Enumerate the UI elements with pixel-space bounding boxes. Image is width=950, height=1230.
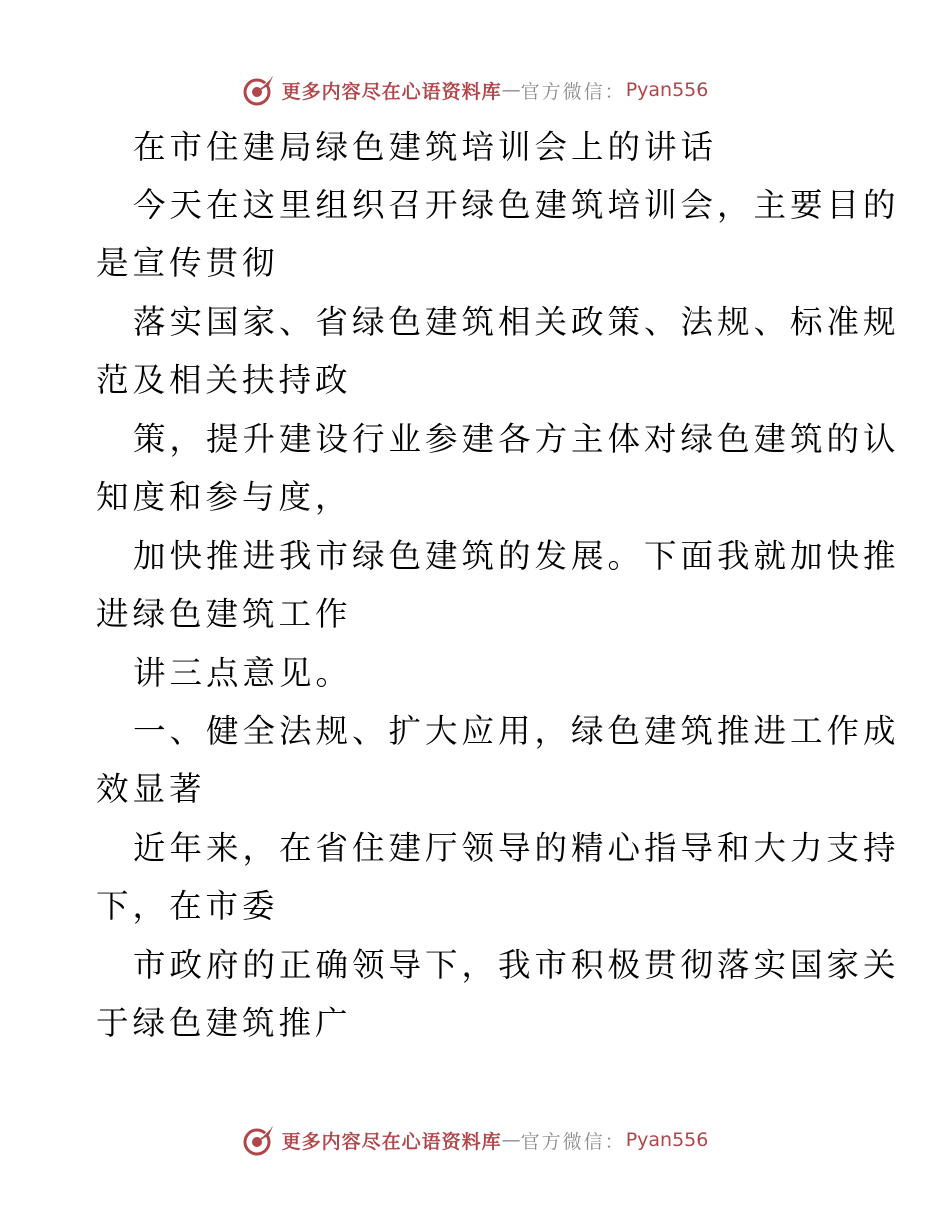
document-title: 在市住建局绿色建筑培训会上的讲话: [133, 128, 718, 166]
section-heading-continuation: 效显著: [96, 770, 206, 808]
paragraph-line: 范及相关扶持政: [96, 361, 352, 399]
header-watermark-banner: [0, 72, 950, 108]
paragraph-line: 于绿色建筑推广: [96, 1004, 352, 1042]
paragraph-line: 是宣传贯彻: [96, 244, 279, 282]
paragraph-line: 知度和参与度，: [96, 478, 352, 516]
paragraph-line: 加快推进我市绿色建筑的发展。下面我就加快推: [133, 537, 900, 575]
banner-brand-text: 更多内容尽在心语资料库: [281, 1130, 502, 1153]
paragraph-line: 策，提升建设行业参建各方主体对绿色建筑的认: [133, 420, 900, 458]
quill-logo-icon: [242, 1123, 276, 1157]
banner-separator: —: [501, 79, 521, 101]
paragraph-line: 落实国家、省绿色建筑相关政策、法规、标准规: [133, 303, 900, 341]
banner-wechat-label: 官方微信：: [520, 80, 626, 103]
section-heading: 一、健全法规、扩大应用，绿色建筑推进工作成: [133, 712, 900, 750]
paragraph-line: 市政府的正确领导下，我市积极贯彻落实国家关: [133, 946, 900, 984]
paragraph-line: 下，在市委: [96, 887, 279, 925]
paragraph-line: 讲三点意见。: [133, 654, 353, 692]
paragraph-line: 今天在这里组织召开绿色建筑培训会，主要目的: [133, 186, 900, 224]
paragraph-line: 进绿色建筑工作: [96, 595, 352, 633]
banner-wechat-label: 官方微信：: [520, 1130, 626, 1153]
banner-wechat-account: Pyan556: [625, 1129, 709, 1151]
footer-watermark-banner: [0, 1122, 950, 1158]
banner-wechat-account: Pyan556: [625, 79, 709, 101]
banner-separator: —: [501, 1129, 521, 1151]
banner-brand-text: 更多内容尽在心语资料库: [281, 80, 502, 103]
paragraph-line: 近年来，在省住建厅领导的精心指导和大力支持: [133, 829, 900, 867]
quill-logo-icon: [242, 73, 276, 107]
